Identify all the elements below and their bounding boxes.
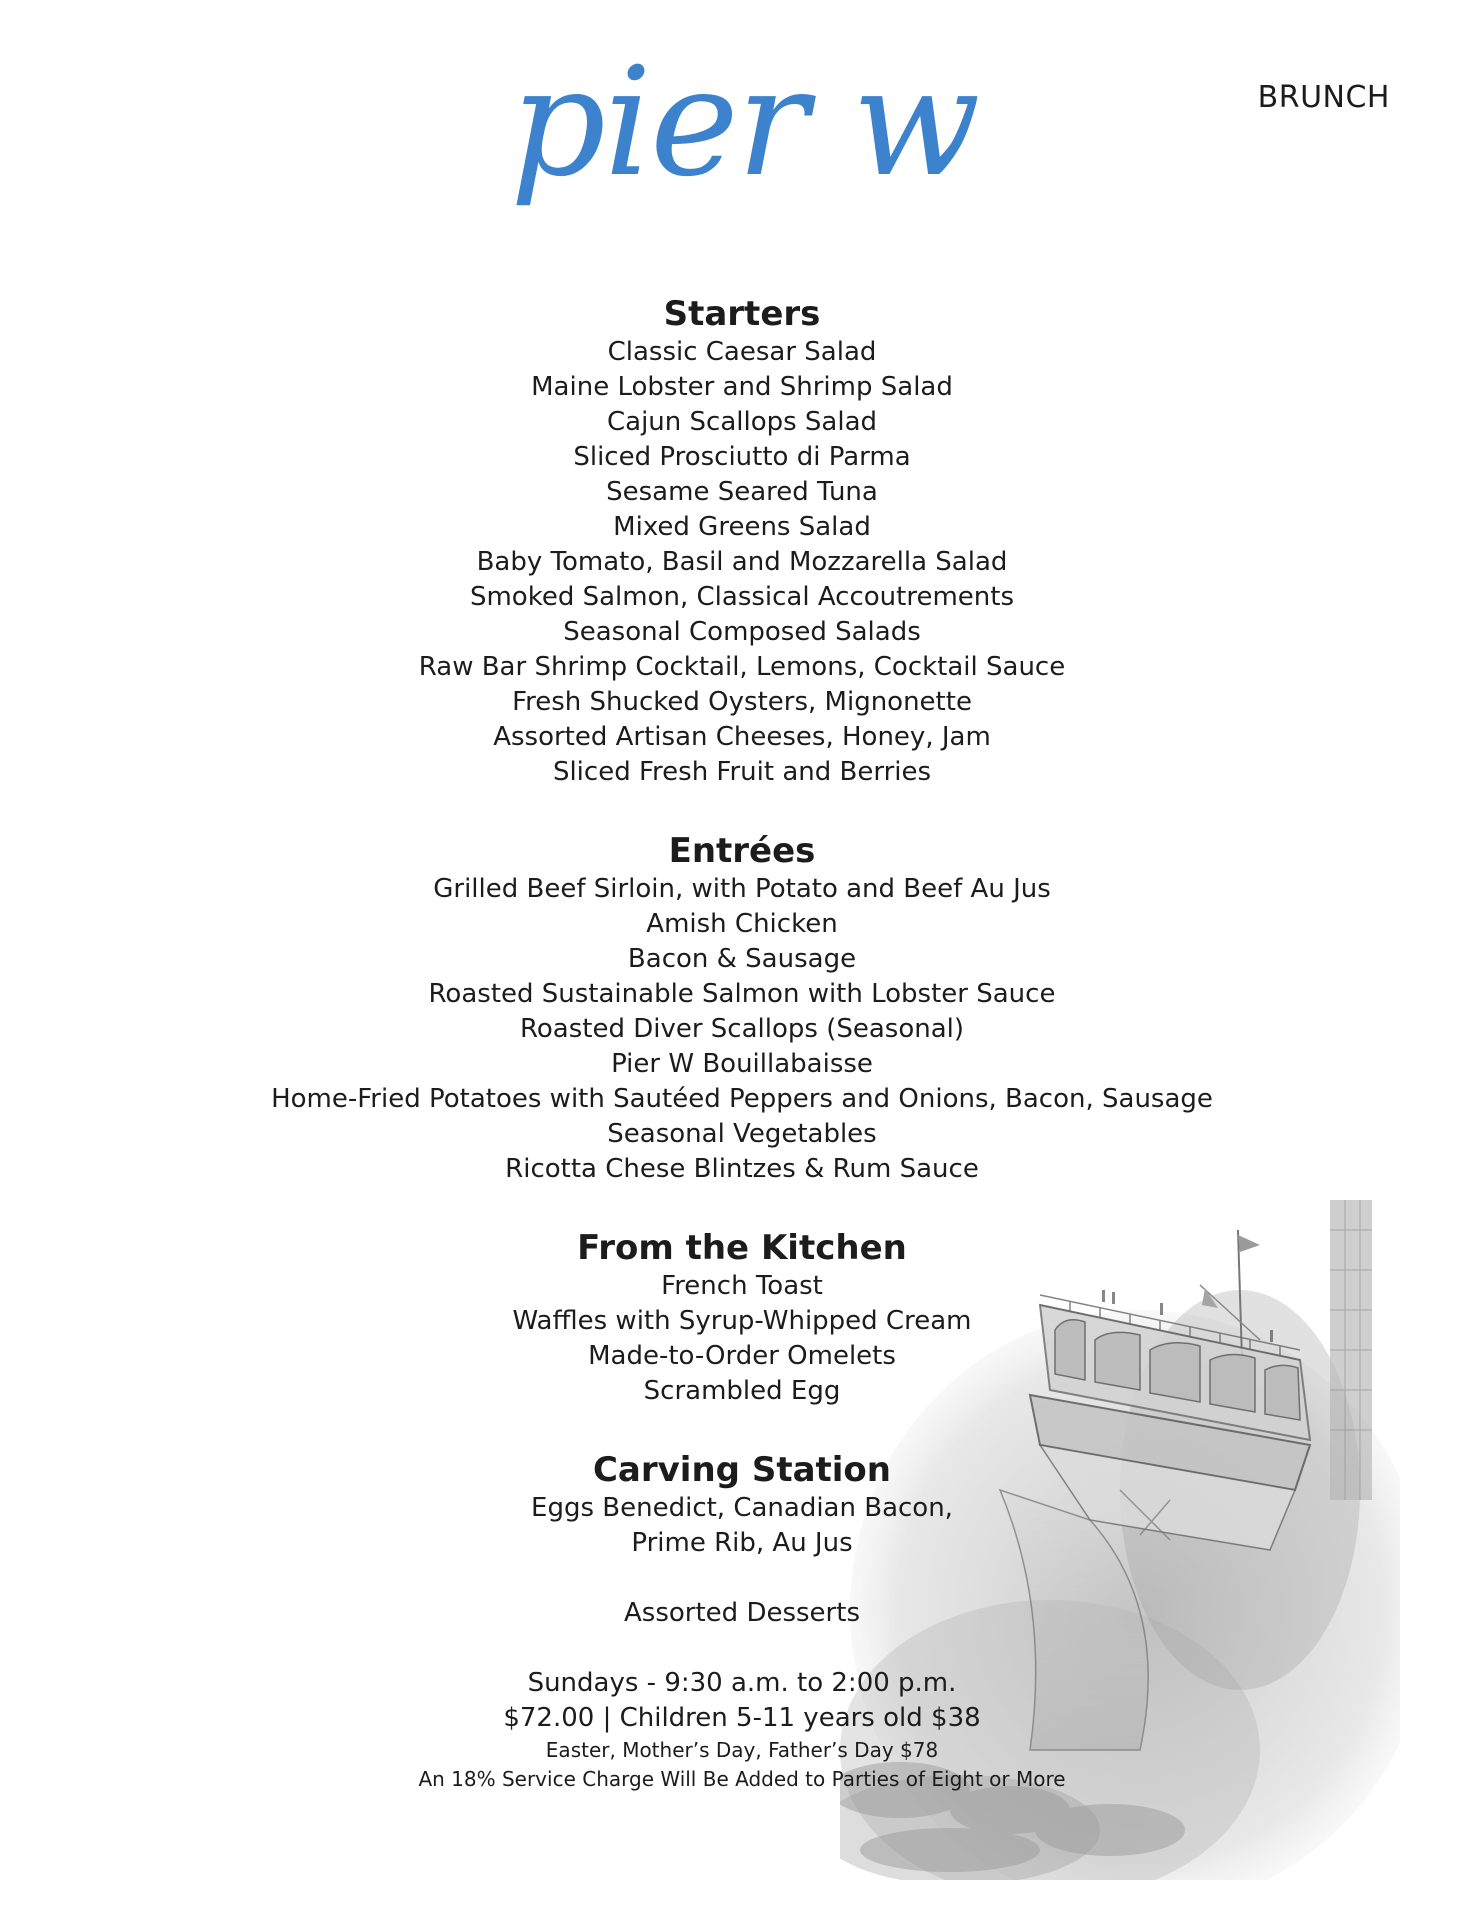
menu-item: Grilled Beef Sirloin, with Potato and Beef Au Jus [433, 874, 1051, 904]
section-title-starters: Starters [663, 294, 821, 334]
desserts-line: Assorted Desserts [624, 1598, 860, 1628]
menu-item: Maine Lobster and Shrimp Salad [531, 372, 953, 402]
menu-item: Smoked Salmon, Classical Accoutrements [469, 582, 1015, 612]
menu-content [0, 293, 1484, 1834]
menu-item: Mixed Greens Salad [613, 512, 871, 542]
holiday-price-line: Easter, Mother’s Day, Father’s Day $78 [545, 1738, 939, 1762]
menu-item: Sesame Seared Tuna [606, 477, 878, 507]
menu-item: Sliced Prosciutto di Parma [573, 442, 911, 472]
section-title-entrees: Entrées [668, 831, 816, 871]
section-title-carving: Carving Station [592, 1450, 891, 1490]
menu-item: Cajun Scallops Salad [606, 407, 878, 437]
menu-item: Seasonal Composed Salads [563, 617, 921, 647]
service-charge-note: An 18% Service Charge Will Be Added to Parties of Eight or More [418, 1767, 1066, 1791]
carving-section [0, 1449, 1484, 1794]
menu-type-label: BRUNCH [1257, 80, 1390, 115]
price-line: $72.00 | Children 5-11 years old $38 [503, 1703, 981, 1733]
menu-item: Made-to-Order Omelets [588, 1341, 896, 1371]
menu-item: Scrambled Egg [643, 1376, 841, 1406]
starters-section [0, 293, 1484, 790]
menu-item: Roasted Sustainable Salmon with Lobster Sauce [428, 979, 1056, 1009]
menu-item: Waffles with Syrup-Whipped Cream [512, 1306, 972, 1336]
menu-item: Prime Rib, Au Jus [631, 1528, 853, 1558]
menu-item: Amish Chicken [646, 909, 838, 939]
kitchen-section [0, 1227, 1484, 1409]
menu-item: Seasonal Vegetables [607, 1119, 877, 1149]
menu-item: Eggs Benedict, Canadian Bacon, [531, 1493, 953, 1523]
pier-w-logo: pier w [510, 36, 979, 210]
menu-item: Baby Tomato, Basil and Mozzarella Salad [476, 547, 1008, 577]
menu-item: Fresh Shucked Oysters, Mignonette [512, 687, 972, 717]
menu-item: Classic Caesar Salad [607, 337, 877, 367]
menu-item: Pier W Bouillabaisse [611, 1049, 873, 1079]
menu-item: Bacon & Sausage [627, 944, 857, 974]
menu-item: Ricotta Chese Blintzes & Rum Sauce [505, 1154, 979, 1184]
hours-line: Sundays - 9:30 a.m. to 2:00 p.m. [527, 1668, 957, 1698]
menu-item: Roasted Diver Scallops (Seasonal) [519, 1014, 965, 1044]
menu-item: Raw Bar Shrimp Cocktail, Lemons, Cocktail Sauce [418, 652, 1066, 682]
menu-item: Sliced Fresh Fruit and Berries [552, 757, 932, 787]
menu-item: French Toast [661, 1271, 823, 1301]
section-title-kitchen: From the Kitchen [577, 1228, 907, 1268]
entrees-section [0, 830, 1484, 1187]
menu-item: Assorted Artisan Cheeses, Honey, Jam [493, 722, 991, 752]
menu-item: Home-Fried Potatoes with Sautéed Peppers and Onions, Bacon, Sausage [271, 1084, 1213, 1114]
